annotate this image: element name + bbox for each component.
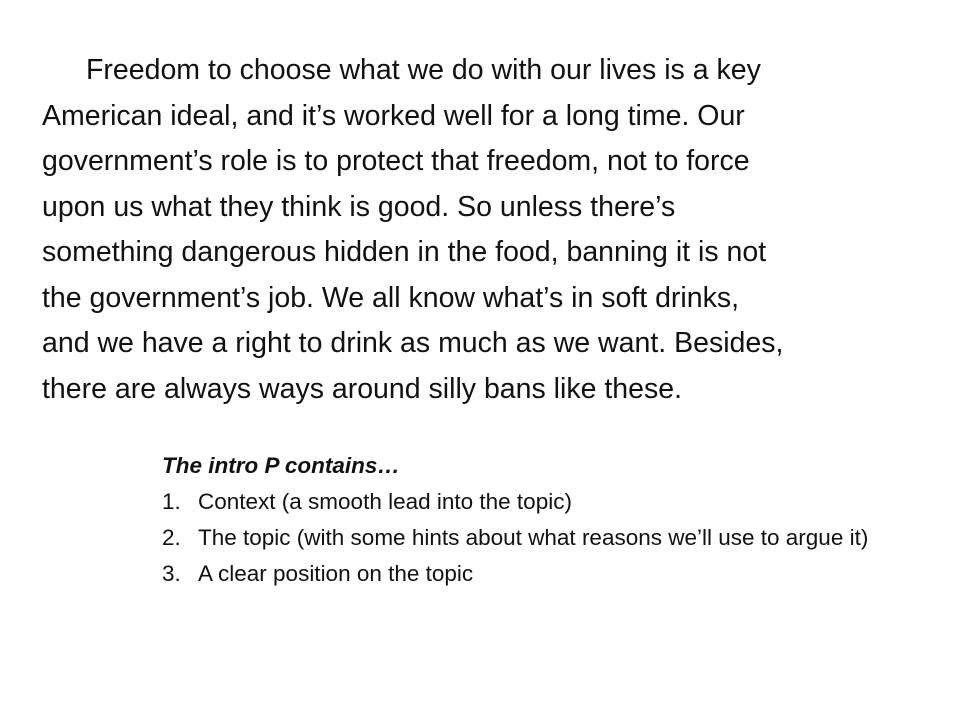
list-item-text: Context (a smooth lead into the topic) xyxy=(198,489,572,514)
notes-title: The intro P contains… xyxy=(162,453,400,478)
list-item-number: 3. xyxy=(162,561,181,586)
paragraph-line: American ideal, and it’s worked well for a long time. Our xyxy=(42,99,745,132)
paragraph-line: Freedom to choose what we do with our lives is a key xyxy=(86,54,761,86)
list-item xyxy=(162,556,902,592)
list-item-text: A clear position on the topic xyxy=(198,561,474,586)
list-item xyxy=(162,484,902,520)
paragraph-line: and we have a right to drink as much as we want. Besides, xyxy=(42,327,784,359)
list-item-number: 1. xyxy=(162,489,181,514)
notes-list xyxy=(162,484,902,592)
argument-paragraph xyxy=(42,48,932,412)
list-item-number: 2. xyxy=(162,525,181,550)
list-item xyxy=(162,520,902,556)
intro-notes xyxy=(162,448,902,592)
paragraph-line: the government’s job. We all know what’s in soft drinks, xyxy=(42,281,740,314)
paragraph-line: there are always ways around silly bans like these. xyxy=(42,372,682,405)
list-item-text: The topic (with some hints about what reasons we’ll use to argue it) xyxy=(198,525,869,550)
paragraph-line: upon us what they think is good. So unless there’s xyxy=(42,190,676,223)
paragraph-line: something dangerous hidden in the food, banning it is not xyxy=(42,236,767,268)
paragraph-line: government’s role is to protect that freedom, not to force xyxy=(42,145,750,177)
